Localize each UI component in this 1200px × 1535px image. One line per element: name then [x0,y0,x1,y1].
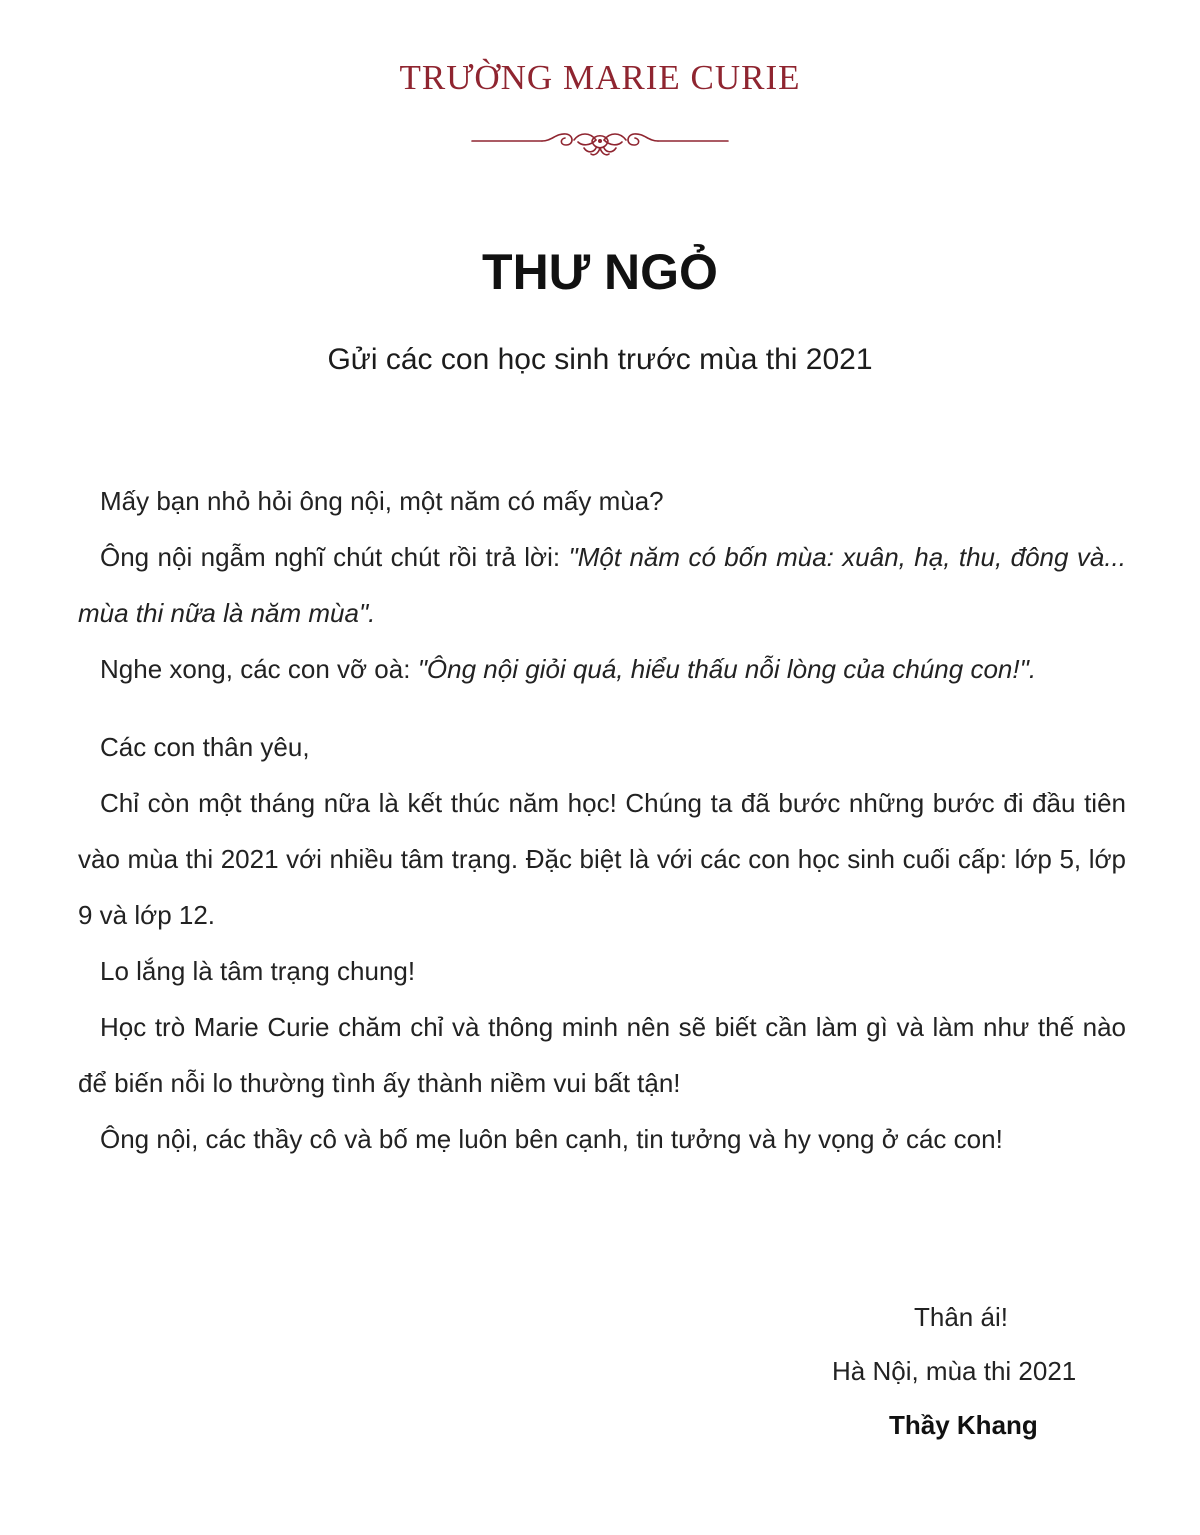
closing-place-date: Hà Nội, mùa thi 2021 [832,1356,1077,1386]
closing-signature: Thầy Khang [889,1410,1038,1440]
paragraph-salutation: Các con thân yêu, [100,732,310,762]
paragraph-worry: Lo lắng là tâm trạng chung! [100,956,416,986]
letter-subtitle: Gửi các con học sinh trước mùa thi 2021 [327,343,873,376]
quote-text: "Một năm có bốn mùa: xuân, hạ, thu, đông và... mùa thi nữa là năm mùa". [78,542,1127,628]
letter-closing [800,1290,1130,1452]
paragraph-students: Học trò Marie Curie chăm chỉ và thông minh nên sẽ biết cần làm gì và làm như thế nào để biến nỗi lo thường tình ấy thành niềm vui bất tận! [78,1012,1126,1098]
paragraph-school-year: Chỉ còn một tháng nữa là kết thúc năm học! Chúng ta đã bước những bước đi đầu tiên vào mùa thi 2021 với nhiều tâm trạng. Đặc biệt là với các con học sinh cuối cấp: lớp 5, lớp 9 và lớp 12. [78,788,1126,930]
paragraph-children-reply [78,641,1126,697]
letter-title: THƯ NGỎ [482,244,718,300]
paragraph-lead: Nghe xong, các con vỡ oà: [100,654,418,684]
paragraph-question: Mấy bạn nhỏ hỏi ông nội, một năm có mấy mùa? [100,486,664,516]
quote-text: "Ông nội giỏi quá, hiểu thấu nỗi lòng của chúng con!". [417,654,1037,684]
paragraph-grandpa-answer [78,529,1126,641]
school-name: TRƯỜNG MARIE CURIE [399,58,801,97]
paragraph-support: Ông nội, các thầy cô và bố mẹ luôn bên cạnh, tin tưởng và hy vọng ở các con! [100,1124,1003,1154]
closing-greeting: Thân ái! [914,1302,1008,1332]
paragraph-lead: Ông nội ngẫm nghĩ chút chút rồi trả lời: [100,542,569,572]
letter-body [78,473,1126,1167]
flourish-divider-icon [470,124,730,164]
